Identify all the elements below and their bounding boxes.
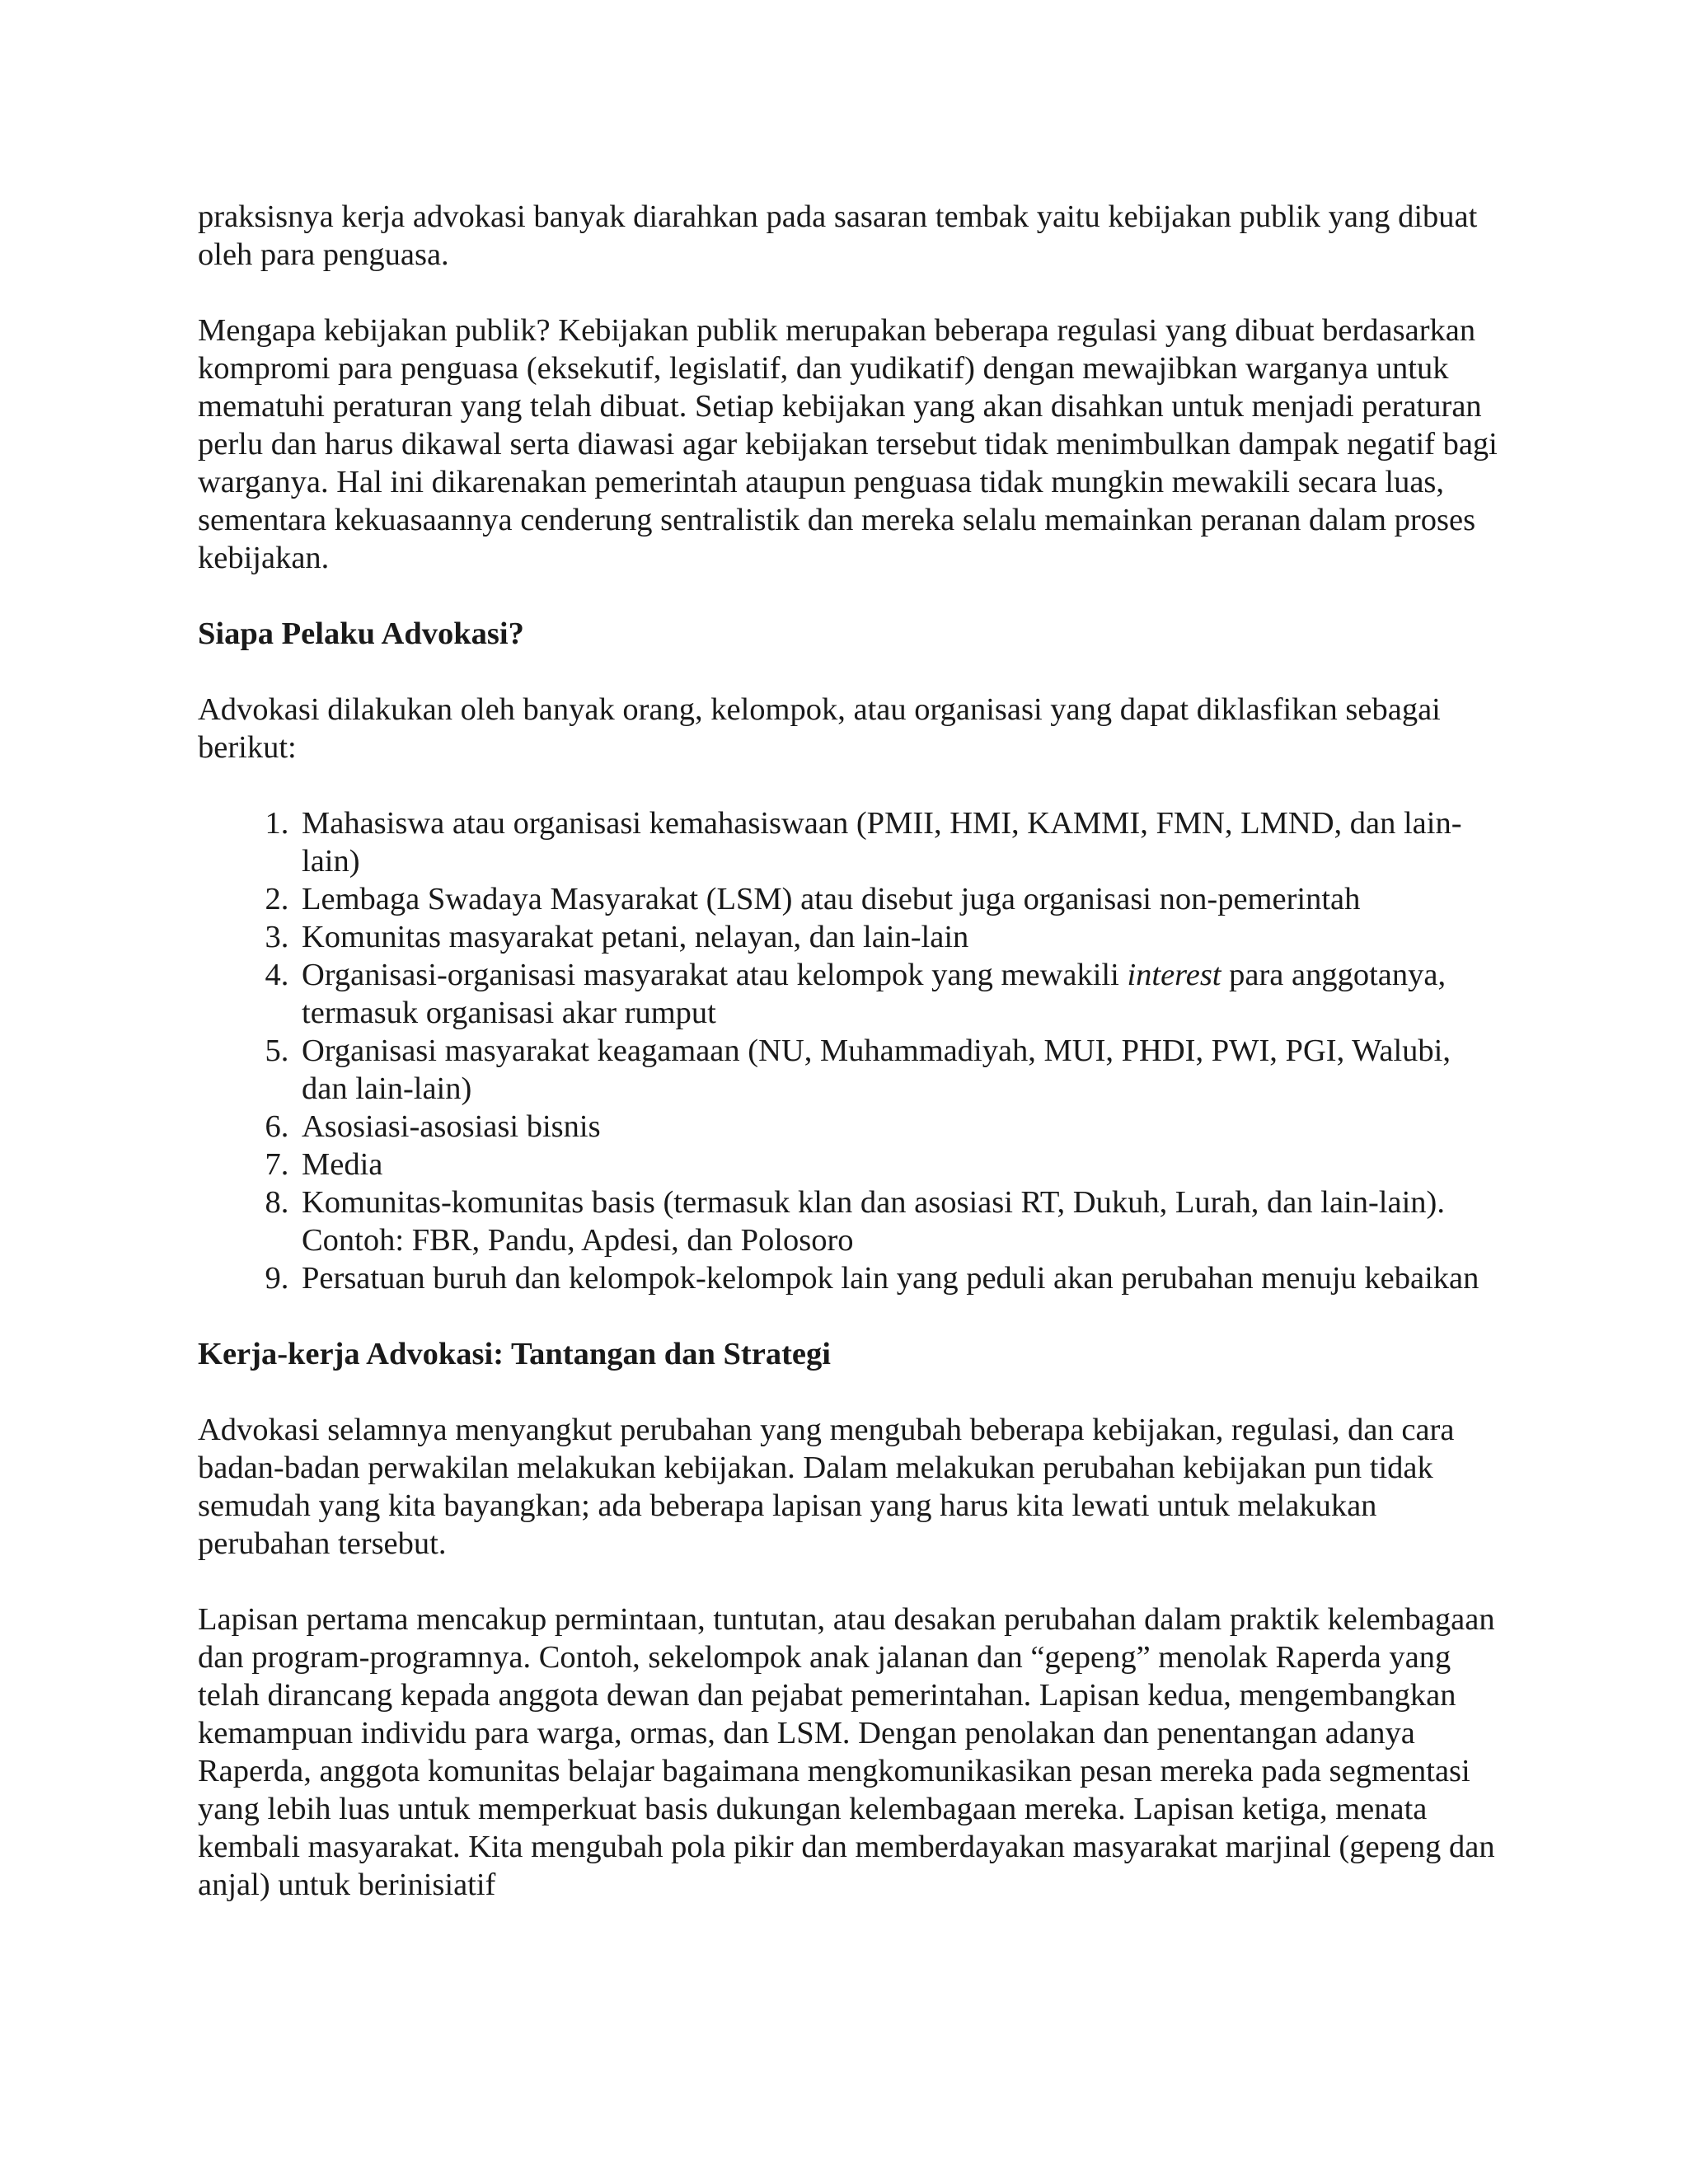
list-item-text: Organisasi-organisasi masyarakat atau kelompok yang mewakili (302, 958, 1119, 992)
heading-advocacy-work: Kerja-kerja Advokasi: Tantangan dan Strategi (198, 1337, 831, 1371)
list-item: 1. Mahasiswa atau organisasi kemahasiswaan (PMII, HMI, KAMMI, FMN, LMND, dan lain-lain) (297, 804, 1500, 880)
paragraph-actors-intro: Advokasi dilakukan oleh banyak orang, kelompok, atau organisasi yang dapat diklasfikan sebagai berikut: (198, 692, 1441, 765)
list-item-text-rest: para anggotanya, termasuk organisasi akar rumput (302, 958, 1447, 1030)
document-page (198, 198, 1500, 1942)
paragraph-public-policy: Mengapa kebijakan publik? Kebijakan publik merupakan beberapa regulasi yang dibuat berdasarkan kompromi para penguasa (eksekutif, legislatif, dan yudikatif) dengan mewajibkan warganya untuk mematuhi peraturan yang telah dibuat. Setiap kebijakan yang akan disahkan untuk menjadi peraturan perlu dan harus dikawal serta diawasi agar kebijakan tersebut tidak menimbulkan dampak negatif bagi warganya. Hal ini dikarenakan pemerintah ataupun penguasa tidak mungkin mewakili secara luas, sementara kekuasaannya cenderung sentralistik dan mereka selalu memainkan peranan dalam proses kebijakan. (198, 313, 1498, 575)
list-item: 3. Komunitas masyarakat petani, nelayan, dan lain-lain (297, 918, 1500, 956)
list-item: 8. Komunitas-komunitas basis (termasuk klan dan asosiasi RT, Dukuh, Lurah, dan lain-lain). Contoh: FBR, Pandu, Apdesi, dan Polosoro (297, 1183, 1500, 1259)
actors-list (198, 804, 1500, 1297)
italic-term: interest (1127, 958, 1221, 992)
list-item: 6. Asosiasi-asosiasi bisnis (297, 1108, 1500, 1146)
list-item (297, 956, 1500, 1032)
list-item: 2. Lembaga Swadaya Masyarakat (LSM) atau disebut juga organisasi non-pemerintah (297, 880, 1500, 918)
heading-advocacy-actors: Siapa Pelaku Advokasi? (198, 616, 524, 651)
paragraph-change: Advokasi selamnya menyangkut perubahan yang mengubah beberapa kebijakan, regulasi, dan cara badan-badan perwakilan melakukan kebijakan. Dalam melakukan perubahan kebijakan pun tidak semudah yang kita bayangkan; ada beberapa lapisan yang harus kita lewati untuk melakukan perubahan tersebut. (198, 1413, 1455, 1561)
list-item: 5. Organisasi masyarakat keagamaan (NU, Muhammadiyah, MUI, PHDI, PWI, PGI, Walubi, dan lain-lain) (297, 1032, 1500, 1108)
list-item: 7. Media (297, 1146, 1500, 1183)
paragraph-intro: praksisnya kerja advokasi banyak diarahkan pada sasaran tembak yaitu kebijakan publik yang dibuat oleh para penguasa. (198, 199, 1478, 272)
paragraph-layers: Lapisan pertama mencakup permintaan, tuntutan, atau desakan perubahan dalam praktik kelembagaan dan program-programnya. Contoh, sekelompok anak jalanan dan “gepeng” menolak Raperda yang telah dirancang kepada anggota dewan dan pejabat pemerintahan. Lapisan kedua, mengembangkan kemampuan individu para warga, ormas, dan LSM. Dengan penolakan dan penentangan adanya Raperda, anggota komunitas belajar bagaimana mengkomunikasikan pesan mereka pada segmentasi yang lebih luas untuk memperkuat basis dukungan kelembagaan mereka. Lapisan ketiga, menata kembali masyarakat. Kita mengubah pola pikir dan memberdayakan masyarakat marjinal (gepeng dan anjal) untuk berinisiatif (198, 1602, 1495, 1902)
list-item: 9. Persatuan buruh dan kelompok-kelompok lain yang peduli akan perubahan menuju kebaikan (297, 1259, 1500, 1297)
